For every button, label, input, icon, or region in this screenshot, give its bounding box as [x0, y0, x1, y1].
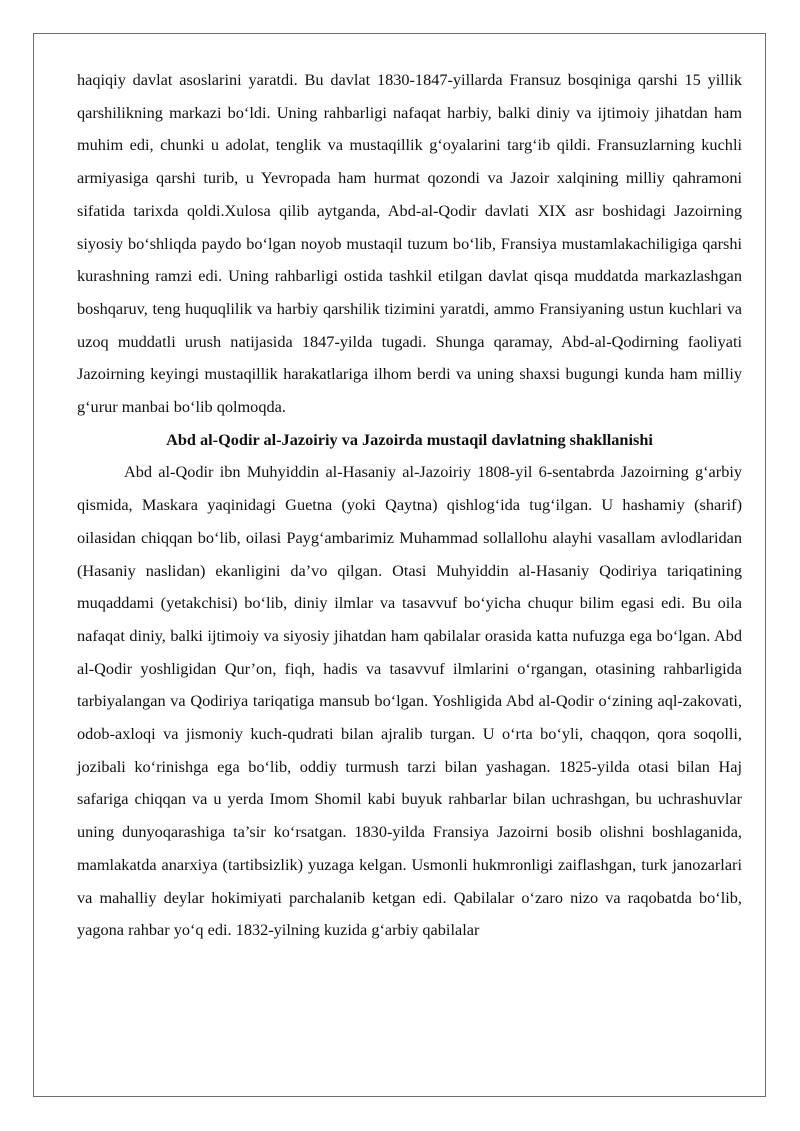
body-paragraph: Abd al-Qodir ibn Muhyiddin al-Hasaniy al-Jazoiriy 1808-yil 6-sentabrda Jazoirning g‘arbiy qismida, Maskara yaqinidagi Guetna (yoki Qaytna) qishlog‘ida tug‘ilgan. U hashamiy (sharif) oilasidan chiqqan bo‘lib, oilasi Payg‘ambarimiz Muhammad sollallohu alayhi vasallam avlodlaridan (Hasaniy naslidan) ekanligini da’vo qilgan. Otasi Muhyiddin al-Hasaniy Qodiriya tariqatining muqaddami (yetakchisi) bo‘lib, diniy ilmlar va tasavvuf bo‘yicha chuqur bilim egasi edi. Bu oila nafaqat diniy, balki ijtimoiy va siyosiy jihatdan ham qabilalar orasida katta nufuzga ega bo‘lgan. Abd al-Qodir yoshligidan Qur’on, fiqh, hadis va tasavvuf ilmlarini o‘rgangan, otasining rahbarligida tarbiyalangan va Qodiriya tariqatiga mansub bo‘lgan. Yoshligida Abd al-Qodir o‘zining aql-zakovati, odob-axloqi va jismoniy kuch-qudrati bilan ajralib turgan. U o‘rta bo‘yli, chaqqon, qora soqolli, jozibali ko‘rinishga ega bo‘lib, oddiy turmush tarzi bilan yashagan. 1825-yilda otasi bilan Haj safariga chiqqan va u yerda Imom Shomil kabi buyuk rahbarlar bilan uchrashgan, bu uchrashuvlar uning dunyoqarashiga ta’sir ko‘rsatgan. 1830-yilda Fransiya Jazoirni bosib olishni boshlaganida, mamlakatda anarxiya (tartibsizlik) yuzaga kelgan. Usmonli hukmronligi zaiflashgan, turk janozarlari va mahalliy deylar hokimiyati parchalanib ketgan edi. Qabilalar o‘zaro nizo va raqobatda bo‘lib, yagona rahbar yo‘q edi. 1832-yilning kuzida g‘arbiy qabilalar — [77, 462, 742, 940]
section-heading: Abd al-Qodir al-Jazoiriy va Jazoirda mustaqil davlatning shakllanishi — [166, 429, 653, 449]
continuation-paragraph: haqiqiy davlat asoslarini yaratdi. Bu davlat 1830-1847-yillarda Fransuz bosqiniga qarshi 15 yillik qarshilikning markazi bo‘ldi. Uning rahbarligi nafaqat harbiy, balki diniy va ijtimoiy jihatdan ham muhim edi, chunki u adolat, tenglik va mustaqillik g‘oyalarini targ‘ib qildi. Fransuzlarning kuchli armiyasiga qarshi turib, u Yevropada ham hurmat qozondi va Jazoir xalqining milliy qahramoni sifatida tarixda qoldi.Xulosa qilib aytganda, Abd-al-Qodir davlati XIX asr boshidagi Jazoirning siyosiy bo‘shliqda paydo bo‘lgan noyob mustaqil tuzum bo‘lib, Fransiya mustamlakachiligiga qarshi kurashning ramzi edi. Uning rahbarligi ostida tashkil etilgan davlat qisqa muddatda markazlashgan boshqaruv, teng huquqlilik va harbiy qarshilik tizimini yaratdi, ammo Fransiyaning ustun kuchlari va uzoq muddatli urush natijasida 1847-yilda tugadi. Shunga qaramay, Abd-al-Qodirning faoliyati Jazoirning keyingi mustaqillik harakatlariga ilhom berdi va uning shaxsi bugungi kunda ham milliy g‘urur manbai bo‘lib qolmoqda. — [77, 70, 742, 417]
document-body — [77, 64, 742, 947]
